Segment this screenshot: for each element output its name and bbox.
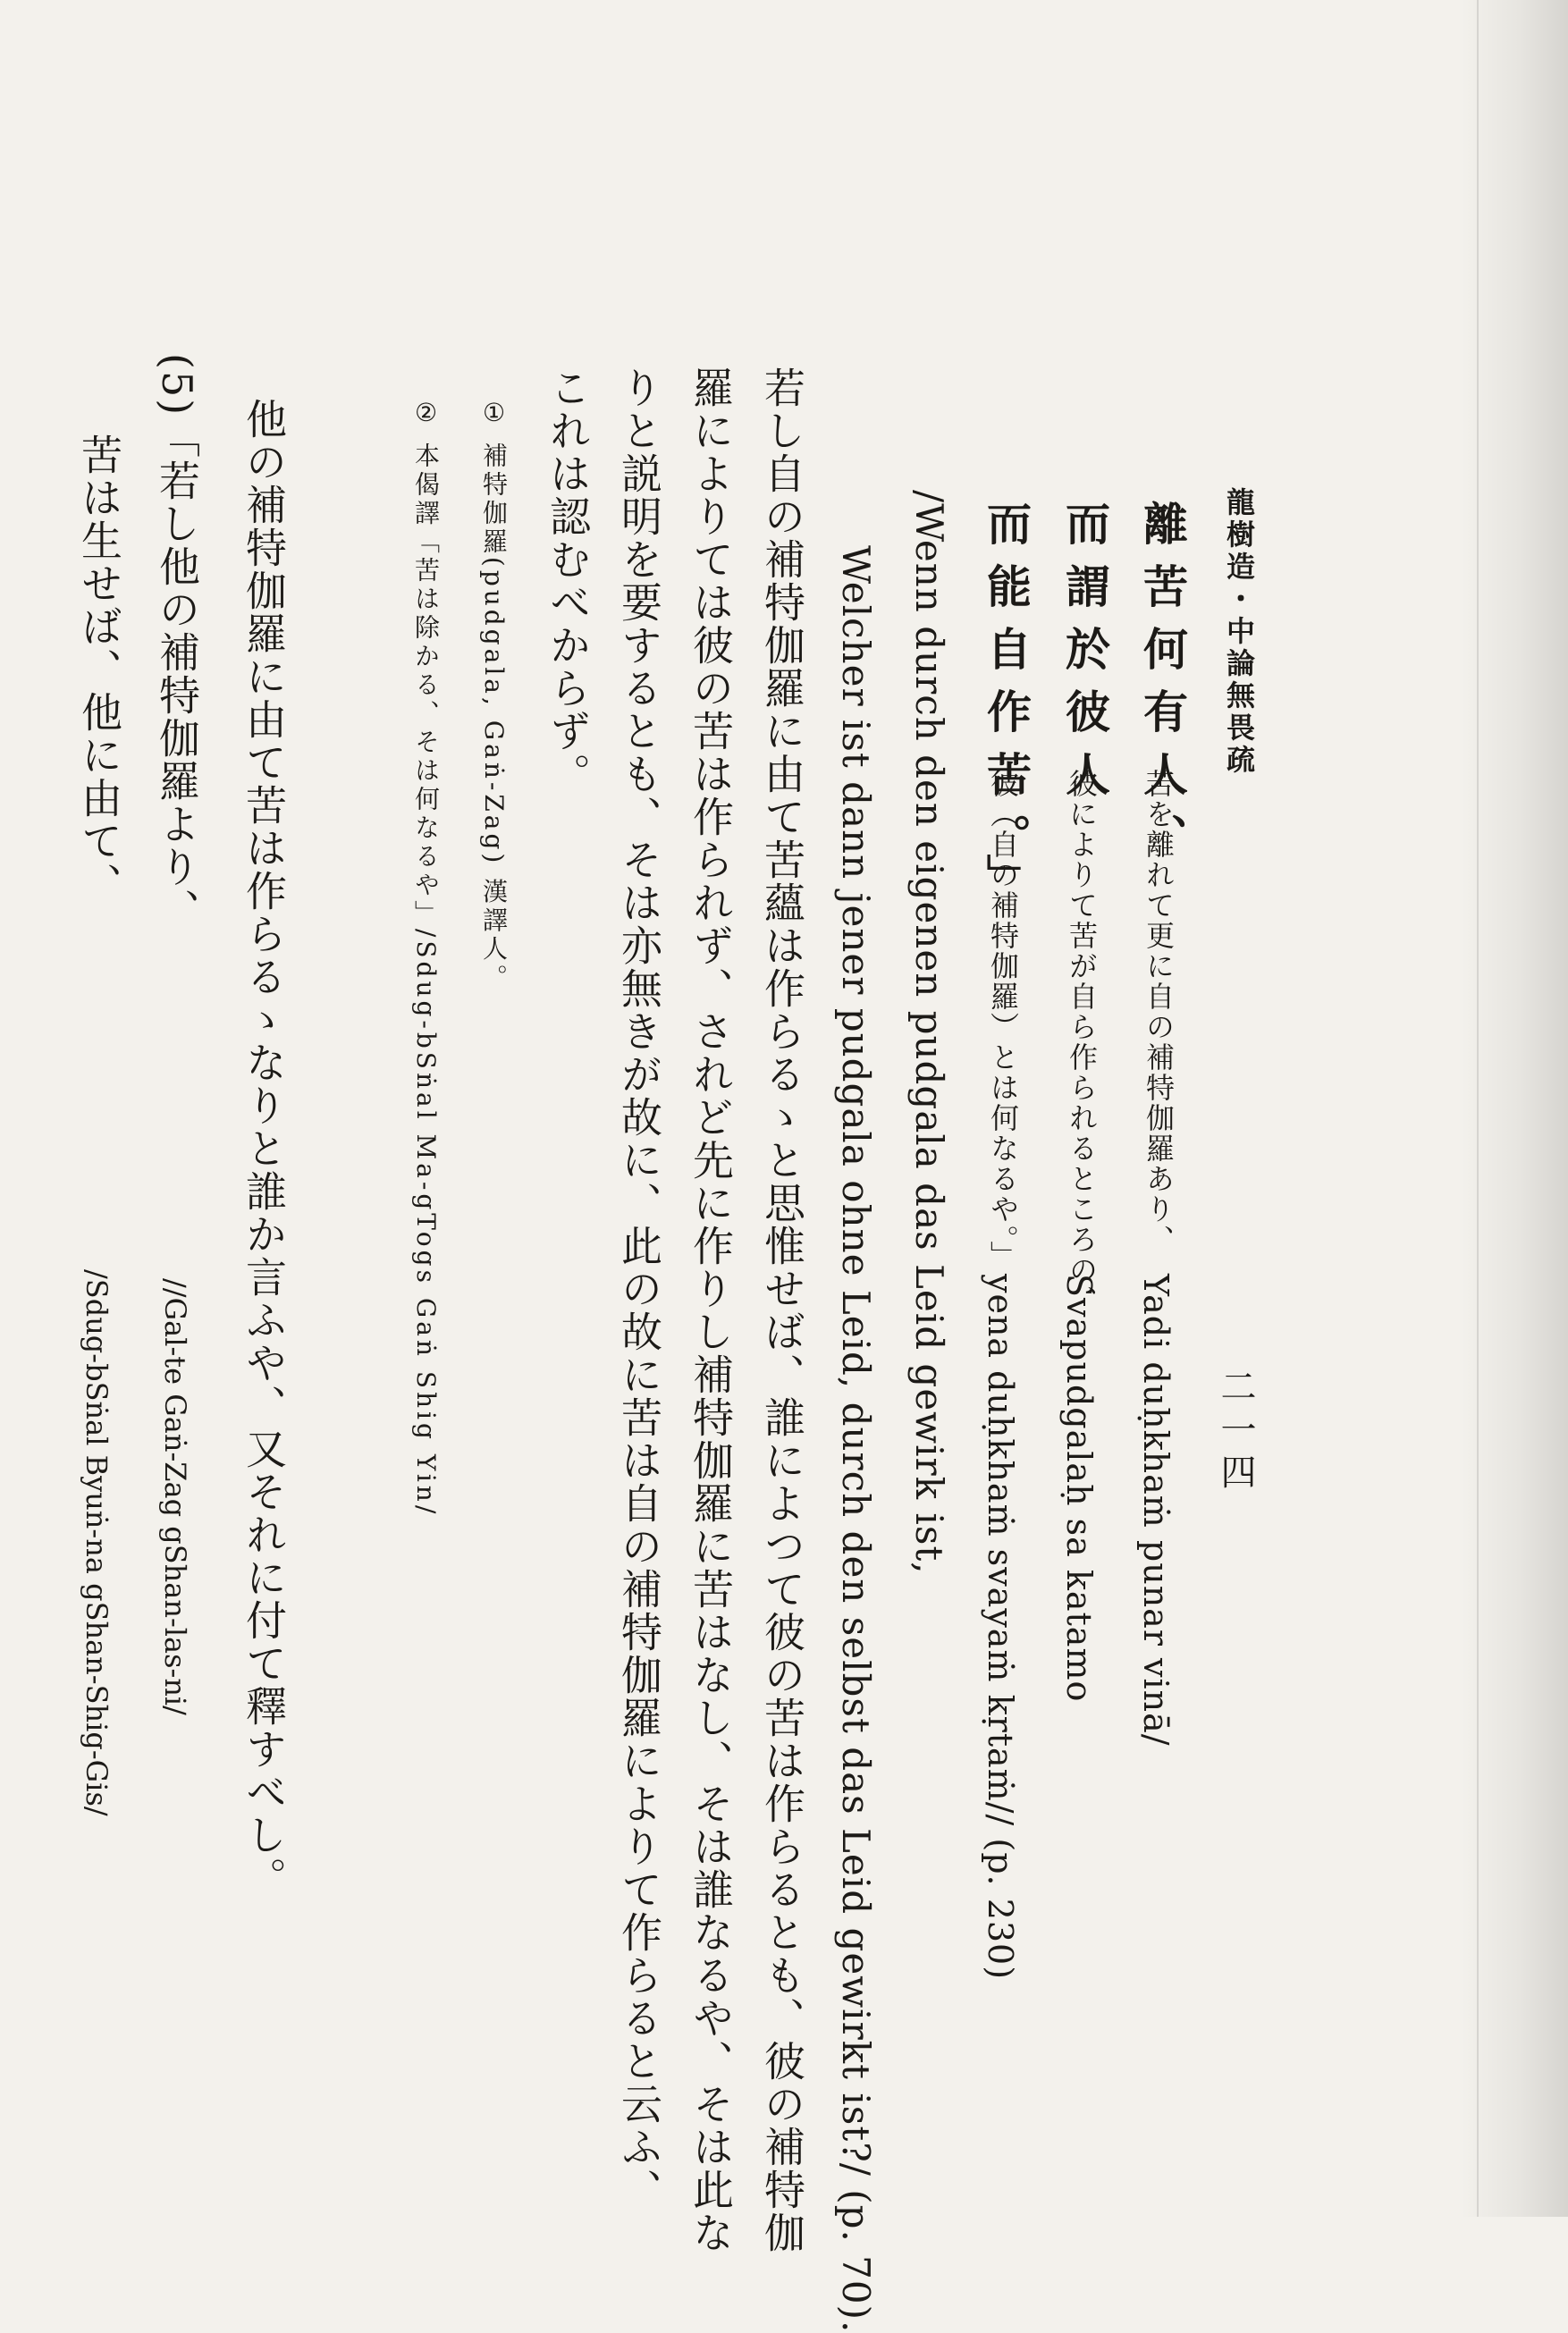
verse-kanbun-1: 離苦何有人、 (1136, 501, 1189, 876)
commentary-line-1: 若し自の補特伽羅に由て苦蘊は作らるゝと思惟せば、誰によつて彼の苦は作らるとも、彼の補特伽 (758, 366, 806, 2254)
running-title: 龍樹造・中論無畏疏 (1222, 487, 1256, 777)
section5-quote1-ja: (5)「若し他の補特伽羅より、 (153, 353, 201, 932)
german-line-1: /Wenn durch den eigenen pudgala das Leid gewirk ist, (907, 490, 951, 1575)
verse-sanskrit-3: yena duḥkhaṁ svayaṁ kṛtaṁ// (p. 230) (981, 1274, 1020, 1981)
section5-lead: 他の補特伽羅に由て苦は作らるゝなりと誰か言ふや、又それに付て釋すべし。 (240, 398, 288, 1899)
verse-sanskrit-1: Yadi duḥkhaṁ punar vinā/ (1136, 1274, 1176, 1747)
section5-quote2-ja: 苦は生せば、他に由て、 (75, 434, 123, 905)
german-line-2: Welcher ist dann jener pudgala ohne Leid, durch den selbst das Leid gewirkt ist?/ (p. 70). (834, 545, 878, 2333)
verse-kanbun-3: 而能自作苦。」 (980, 501, 1033, 916)
verse-reading-2: 彼によりて苦が自ら作られるところの、 (1065, 769, 1099, 1316)
note-1: ① 補特伽羅(pudgala, Gaṅ-Zag) 漢譯人。 (479, 398, 509, 993)
verse-sanskrit-2: Svapudgalaḥ sa katamo (1059, 1274, 1099, 1703)
section5-quote1-tib: //Gal-te Gaṅ-Zag gShan-las-ni/ (158, 1278, 192, 1715)
commentary-line-4: これは認むべからず。 (544, 366, 592, 796)
verse-reading-3: 彼（自の補特伽羅）とは何なるや。」 (986, 769, 1020, 1271)
binding-line (1477, 0, 1479, 2217)
commentary-line-3: りと説明を要するとも、そは亦無きが故に、此の故に苦は自の補特伽羅によりて作らると云ふ、 (615, 366, 663, 2211)
page-number: 二一四 (1215, 1368, 1256, 1496)
note-2: ② 本偈譯「苦は除かる、そは何なるや」/Sdug-bSṅal Ma-gTogs Gaṅ Shig Yin/ (411, 398, 441, 1518)
commentary-line-2: 羅によりては彼の苦は作られず、されど先に作りし補特伽羅に苦はなし、そは誰なるや、そは此な (687, 366, 735, 2254)
section5-quote2-tib: /Sdug-bSṅal Byuṅ-na gShan-Shig-Gis/ (80, 1269, 114, 1816)
verse-kanbun-2: 而謂於彼人 (1058, 501, 1111, 813)
verse-reading-1: 苦を離れて更に自の補特伽羅あり、 (1142, 769, 1176, 1255)
